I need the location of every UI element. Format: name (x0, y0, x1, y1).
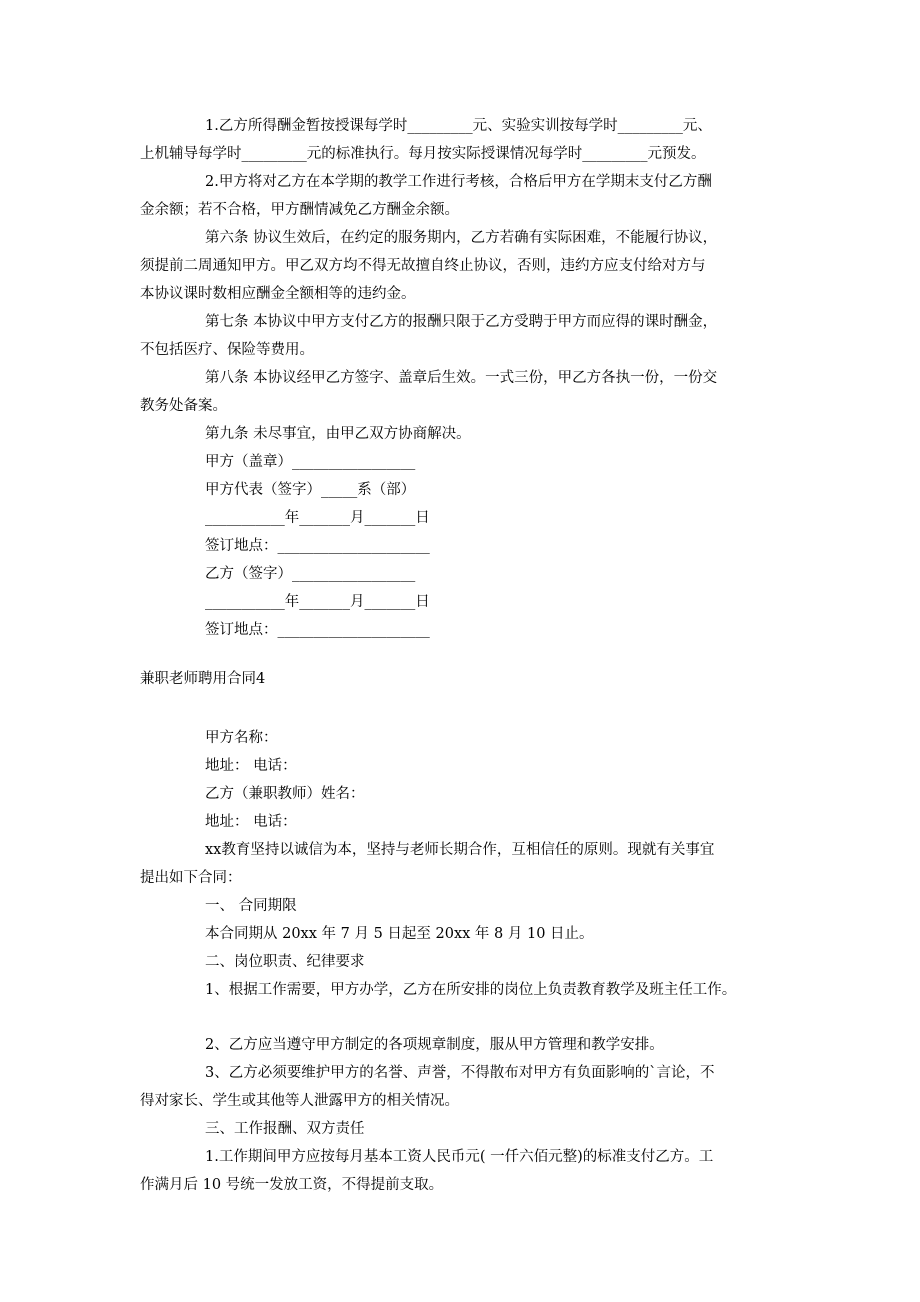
signature-line: 甲方（盖章）_________________ (205, 454, 416, 470)
paragraph-line: 金余额；若不合格，甲方酬情减免乙方酬金余额。 (140, 202, 459, 218)
paragraph-line: 第六条 协议生效后，在约定的服务期内，乙方若确有实际困难，不能履行协议， (205, 230, 718, 246)
paragraph-line: 第八条 本协议经甲乙方签字、盖章后生效。一式三份，甲乙方各执一份，一份交 (205, 370, 718, 386)
paragraph-line: xx教育坚持以诚信为本，坚持与老师长期合作，互相信任的原则。现就有关事宜 (205, 842, 715, 858)
paragraph-line: 本协议课时数相应酬金全额相等的违约金。 (140, 286, 416, 302)
paragraph-line: 第七条 本协议中甲方支付乙方的报酬只限于乙方受聘于甲方而应得的课时酬金， (205, 314, 718, 330)
paragraph-line: 1、根据工作需要，甲方办学，乙方在所安排的岗位上负责教育教学及班主任工作。 (205, 982, 737, 998)
section-title: 兼职老师聘用合同4 (140, 671, 266, 687)
paragraph-line: 得对家长、学生或其他等人泄露甲方的相关情况。 (140, 1093, 459, 1109)
paragraph-line: 不包括医疗、保险等费用。 (140, 342, 314, 358)
party-a-address: 地址： 电话： (205, 758, 297, 774)
clause-heading: 二、岗位职责、纪律要求 (205, 954, 365, 970)
paragraph-line: 提出如下合同： (140, 870, 242, 886)
party-b-name: 乙方（兼职教师）姓名： (205, 786, 365, 802)
paragraph-line: 2、乙方应当遵守甲方制定的各项规章制度，服从甲方管理和教学安排。 (205, 1037, 664, 1053)
paragraph-line: 1.工作期间甲方应按每月基本工资人民币元( 一仟六佰元整)的标准支付乙方。工 (205, 1149, 714, 1165)
signing-place-line: 签订地点：_____________________ (205, 622, 430, 638)
clause-heading: 一、 合同期限 (205, 898, 297, 914)
paragraph-line: 3、乙方必须要维护甲方的名誉、声誉，不得散布对甲方有负面影响的`言论，不 (205, 1065, 715, 1081)
paragraph-line: 教务处备案。 (140, 398, 227, 414)
paragraph-line: 2.甲方将对乙方在本学期的教学工作进行考核，合格后甲方在学期末支付乙方酬 (205, 174, 712, 190)
signature-line: 乙方（签字）_________________ (205, 566, 416, 582)
clause-heading: 三、工作报酬、双方责任 (205, 1121, 365, 1137)
date-line: ___________年_______月_______日 (205, 510, 430, 526)
party-a-name: 甲方名称： (205, 730, 278, 746)
paragraph-line: 作满月后 10 号统一发放工资，不得提前支取。 (140, 1177, 444, 1193)
date-line: ___________年_______月_______日 (205, 594, 430, 610)
signing-place-line: 签订地点：_____________________ (205, 538, 430, 554)
signature-line: 甲方代表（签字）_____系（部） (205, 482, 416, 498)
paragraph-line: 上机辅导每学时_________元的标准执行。每月按实际授课情况每学时_________元预发。 (140, 146, 706, 162)
paragraph-line: 第九条 未尽事宜，由甲乙双方协商解决。 (205, 426, 471, 442)
paragraph-line: 1.乙方所得酬金暂按授课每学时_________元、实验实训按每学时_________元、 (205, 118, 712, 134)
paragraph-line: 须提前二周通知甲方。甲乙双方均不得无故擅自终止协议，否则，违约方应支付给对方与 (140, 258, 706, 274)
party-b-address: 地址： 电话： (205, 814, 297, 830)
paragraph-line: 本合同期从 20xx 年 7 月 5 日起至 20xx 年 8 月 10 日止。 (205, 926, 594, 942)
